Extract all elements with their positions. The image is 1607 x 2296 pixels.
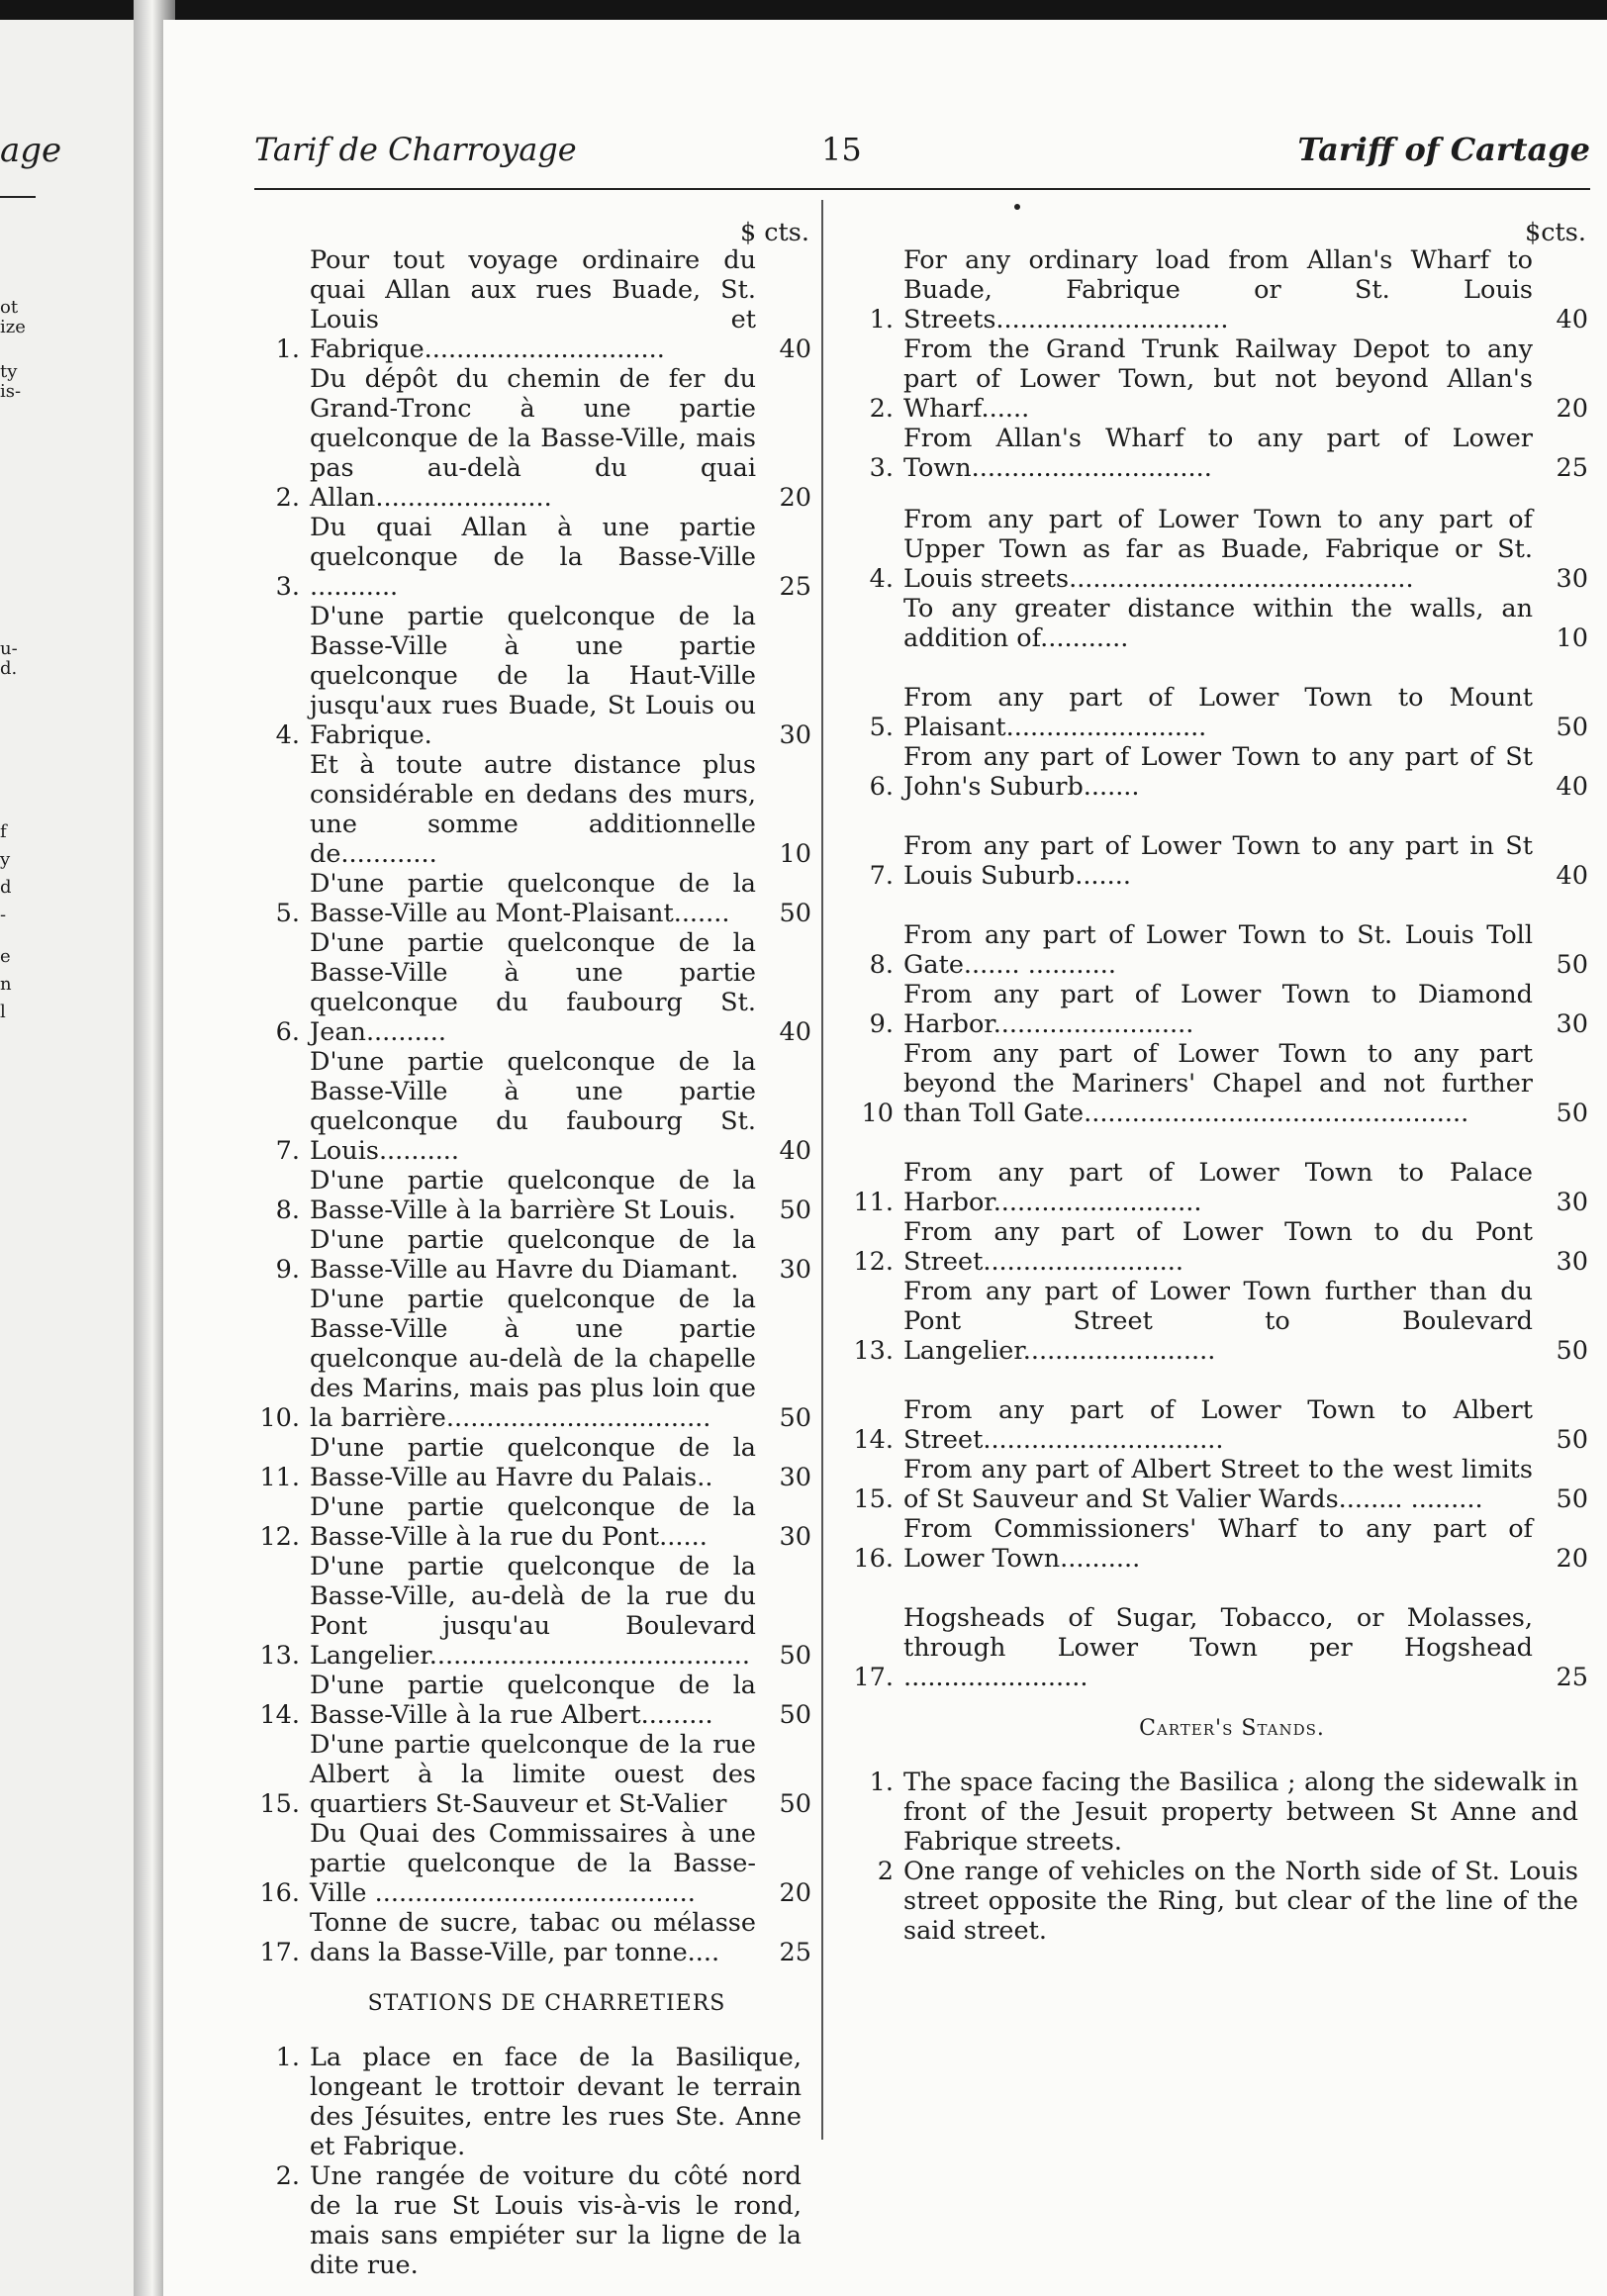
header-left-title: Tarif de Charroyage <box>254 131 577 168</box>
previous-page-header: age <box>0 131 62 170</box>
item-price: 10 <box>779 839 811 869</box>
previous-page-text-fragment: n <box>0 974 12 995</box>
item-price: 40 <box>1556 861 1588 891</box>
item-description: D'une partie quelconque de la Basse-Ville à la rue Albert......... <box>310 1671 756 1730</box>
item-price: 30 <box>1556 1188 1588 1217</box>
tariff-item <box>242 1671 811 1730</box>
item-number: 14. <box>853 1425 894 1455</box>
item-description: D'une partie quelconque de la Basse-Ville à une partie quelconque du faubourg St. Jean.......... <box>310 928 756 1047</box>
english-stands-title: Carter's Stands. <box>1139 1716 1325 1741</box>
item-number: 15. <box>853 1484 894 1514</box>
item-description: From Commissioners' Wharf to any part of Lower Town.......... <box>903 1514 1533 1574</box>
previous-page-text-fragment: d <box>0 877 12 898</box>
item-description: From Allan's Wharf to any part of Lower Town.............................. <box>903 424 1533 483</box>
tariff-item <box>242 364 811 513</box>
french-unit-header: $ cts. <box>739 218 809 247</box>
item-price: 40 <box>779 1136 811 1166</box>
english-stands-list <box>836 1768 1588 1946</box>
item-description: Du dépôt du chemin de fer du Grand-Tronc à une partie quelconque de la Basse-Ville, mais pas au-delà du quai Allan...................... <box>310 364 756 513</box>
item-description: D'une partie quelconque de la Basse-Ville, au-delà de la rue du Pont jusqu'au Boulevard Langelier........................................ <box>310 1552 756 1671</box>
item-price: 20 <box>1556 394 1588 424</box>
item-price: 40 <box>779 335 811 364</box>
item-price: 25 <box>779 572 811 602</box>
item-number: 6. <box>275 1017 300 1047</box>
item-number: 8. <box>869 950 894 980</box>
item-price: 30 <box>1556 1247 1588 1277</box>
stand-number: 2. <box>275 2161 300 2191</box>
carter-stand-item <box>242 2161 811 2280</box>
item-number: 8. <box>275 1196 300 1225</box>
item-number: 13. <box>853 1336 894 1366</box>
item-price: 50 <box>779 1403 811 1433</box>
stand-description: La place en face de la Basilique, longeant le trottoir devant le terrain des Jésuites, entre les rues Ste. Anne et Fabrique. <box>310 2043 802 2161</box>
item-price: 25 <box>1556 453 1588 483</box>
tariff-item <box>242 1166 811 1225</box>
french-stands-list <box>242 2043 811 2280</box>
item-price: 50 <box>1556 713 1588 742</box>
item-price: 50 <box>779 1789 811 1819</box>
item-number: 12. <box>259 1522 300 1552</box>
item-price: 40 <box>779 1017 811 1047</box>
stand-number: 1. <box>869 1768 894 1797</box>
item-description: D'une partie quelconque de la Basse-Ville à une partie quelconque au-delà de la chapelle des Marins, mais pas plus loin que la barrière................................. <box>310 1285 756 1433</box>
item-number: 9. <box>869 1009 894 1039</box>
header-right-title: Tariff of Cartage <box>1297 131 1590 168</box>
item-number: 16. <box>853 1544 894 1574</box>
tariff-item <box>242 1819 811 1908</box>
tariff-item <box>836 1217 1588 1277</box>
item-description: For any ordinary load from Allan's Wharf to Buade, Fabrique or St. Louis Streets............................. <box>903 245 1533 335</box>
item-number: 5. <box>275 899 300 928</box>
previous-page-text-fragment: ize <box>0 317 26 337</box>
item-description: To any greater distance within the walls, an addition of........... <box>903 594 1533 653</box>
item-description: From any part of Lower Town to any part beyond the Mariners' Chapel and not further than Toll Gate................................................ <box>903 1039 1533 1128</box>
item-price: 30 <box>779 720 811 750</box>
french-stands-title: STATIONS DE CHARRETIERS <box>367 1991 726 2016</box>
item-number: 1. <box>869 305 894 335</box>
item-description: From any part of Albert Street to the west limits of St Sauveur and St Valier Wards........ ......... <box>903 1455 1533 1514</box>
tariff-item <box>242 1492 811 1552</box>
english-column <box>836 218 1588 1946</box>
item-price: 50 <box>1556 950 1588 980</box>
stand-description: The space facing the Basilica ; along the sidewalk in front of the Jesuit property between St Anne and Fabrique streets. <box>903 1768 1578 1857</box>
header-rule <box>254 188 1590 190</box>
item-price: 30 <box>779 1522 811 1552</box>
previous-page-text-fragment: l <box>0 1002 6 1022</box>
item-description: From any part of Lower Town to any part in St Louis Suburb....... <box>903 831 1533 891</box>
item-price: 50 <box>1556 1484 1588 1514</box>
item-price: 50 <box>779 899 811 928</box>
item-number: 3. <box>869 453 894 483</box>
previous-page-text-fragment: - <box>0 905 7 925</box>
item-description: D'une partie quelconque de la Basse-Ville à la barrière St Louis. <box>310 1166 756 1225</box>
tariff-item <box>836 424 1588 483</box>
tariff-item <box>836 1158 1588 1217</box>
tariff-item <box>242 1225 811 1285</box>
item-price: 40 <box>1556 305 1588 335</box>
item-price: 50 <box>1556 1099 1588 1128</box>
item-description: D'une partie quelconque de la Basse-Ville au Havre du Palais.. <box>310 1433 756 1492</box>
item-description: D'une partie quelconque de la Basse-Ville au Mont-Plaisant....... <box>310 869 756 928</box>
tariff-item <box>836 920 1588 980</box>
tariff-item <box>836 1395 1588 1455</box>
tariff-item <box>242 1552 811 1671</box>
item-price: 20 <box>779 1878 811 1908</box>
page <box>163 20 1607 2296</box>
item-description: D'une partie quelconque de la rue Albert à la limite ouest des quartiers St-Sauveur et St-Valier <box>310 1730 756 1819</box>
tariff-item <box>836 831 1588 891</box>
item-number: 6. <box>869 772 894 802</box>
column-divider <box>821 200 823 2140</box>
item-price: 50 <box>1556 1336 1588 1366</box>
item-number: 2. <box>275 483 300 513</box>
item-price: 50 <box>779 1196 811 1225</box>
item-description: From any part of Lower Town to St. Louis Toll Gate....... ........... <box>903 920 1533 980</box>
english-unit-header: $cts. <box>1525 218 1586 247</box>
item-description: Pour tout voyage ordinaire du quai Allan aux rues Buade, St. Louis et Fabrique.............................. <box>310 245 756 364</box>
item-price: 25 <box>779 1938 811 1967</box>
item-price: 10 <box>1556 623 1588 653</box>
item-price: 30 <box>1556 1009 1588 1039</box>
printer-dot <box>1014 204 1020 210</box>
tariff-item <box>242 513 811 602</box>
item-description: D'une partie quelconque de la Basse-Ville à une partie quelconque de la Haut-Ville jusqu'aux rues Buade, St Louis ou Fabrique. <box>310 602 756 750</box>
item-description: D'une partie quelconque de la Basse-Ville à la rue du Pont...... <box>310 1492 756 1552</box>
item-number: 10 <box>861 1099 894 1128</box>
item-number: 2. <box>869 394 894 424</box>
tariff-item <box>242 928 811 1047</box>
item-number: 4. <box>869 564 894 594</box>
item-price: 50 <box>779 1700 811 1730</box>
previous-page-text-fragment: u- <box>0 638 18 659</box>
tariff-item <box>242 750 811 869</box>
stand-description: Une rangée de voiture du côté nord de la rue St Louis vis-à-vis le rond, mais sans empiéter sur la ligne de la dite rue. <box>310 2161 802 2280</box>
item-description: From any part of Lower Town to any part of Upper Town as far as Buade, Fabrique or St. Louis streets........................................... <box>903 505 1533 594</box>
previous-page-text-fragment: f <box>0 821 7 842</box>
carter-stand-item <box>836 1857 1588 1946</box>
previous-page-text-fragment: ot <box>0 297 19 318</box>
item-description: Et à toute autre distance plus considérable en dedans des murs, une somme additionnelle de............ <box>310 750 756 869</box>
tariff-item <box>242 869 811 928</box>
item-price: 50 <box>1556 1425 1588 1455</box>
item-number: 7. <box>275 1136 300 1166</box>
item-number: 16. <box>259 1878 300 1908</box>
item-number: 17. <box>259 1938 300 1967</box>
tariff-item <box>836 1039 1588 1128</box>
item-number: 15. <box>259 1789 300 1819</box>
tariff-item <box>836 980 1588 1039</box>
item-number: 9. <box>275 1255 300 1285</box>
item-description: Hogsheads of Sugar, Tobacco, or Molasses, through Lower Town per Hogshead ....................... <box>903 1603 1533 1692</box>
previous-page-text-fragment: y <box>0 849 11 870</box>
item-number: 5. <box>869 713 894 742</box>
item-description: D'une partie quelconque de la Basse-Ville au Havre du Diamant. <box>310 1225 756 1285</box>
item-description: Du Quai des Commissaires à une partie quelconque de la Basse-Ville ........................................ <box>310 1819 756 1908</box>
item-number: 14. <box>259 1700 300 1730</box>
previous-page-rule <box>0 196 36 198</box>
tariff-item <box>836 1514 1588 1574</box>
tariff-item <box>836 683 1588 742</box>
item-price: 25 <box>1556 1663 1588 1692</box>
item-price: 30 <box>779 1255 811 1285</box>
item-description: From any part of Lower Town to any part of St John's Suburb....... <box>903 742 1533 802</box>
tariff-item <box>242 1730 811 1819</box>
item-number: 13. <box>259 1641 300 1671</box>
tariff-item <box>836 742 1588 802</box>
tariff-item <box>242 1047 811 1166</box>
tariff-item <box>836 335 1588 424</box>
stand-number: 2 <box>877 1857 894 1886</box>
item-number: 4. <box>275 720 300 750</box>
item-description: From any part of Lower Town to Mount Plaisant......................... <box>903 683 1533 742</box>
item-price: 30 <box>779 1463 811 1492</box>
item-description: D'une partie quelconque de la Basse-Ville à une partie quelconque du faubourg St. Louis.......... <box>310 1047 756 1166</box>
french-tariff-list <box>242 245 811 1967</box>
item-price: 20 <box>779 483 811 513</box>
tariff-item <box>242 602 811 750</box>
tariff-item <box>242 1285 811 1433</box>
tariff-item <box>242 1433 811 1492</box>
item-description: From any part of Lower Town to Diamond Harbor......................... <box>903 980 1533 1039</box>
previous-page-text-fragment: ty <box>0 361 18 382</box>
item-description: Du quai Allan à une partie quelconque de la Basse-Ville ........... <box>310 513 756 602</box>
item-description: From any part of Lower Town further than du Pont Street to Boulevard Langelier........................ <box>903 1277 1533 1366</box>
previous-page-text-fragment: is- <box>0 381 22 402</box>
item-price: 20 <box>1556 1544 1588 1574</box>
item-number: 11. <box>853 1188 894 1217</box>
tariff-item <box>242 1908 811 1967</box>
item-description: From the Grand Trunk Railway Depot to any part of Lower Town, but not beyond Allan's Wharf...... <box>903 335 1533 424</box>
item-description: From any part of Lower Town to du Pont Street......................... <box>903 1217 1533 1277</box>
item-description: Tonne de sucre, tabac ou mélasse dans la Basse-Ville, par tonne.... <box>310 1908 756 1967</box>
item-number: 12. <box>853 1247 894 1277</box>
tariff-item <box>836 594 1588 653</box>
item-number: 1. <box>275 335 300 364</box>
tariff-item <box>836 505 1588 594</box>
item-price: 30 <box>1556 564 1588 594</box>
item-description: From any part of Lower Town to Albert Street.............................. <box>903 1395 1533 1455</box>
french-column <box>242 218 811 2280</box>
tariff-item <box>836 1455 1588 1514</box>
tariff-item <box>836 245 1588 335</box>
item-number: 17. <box>853 1663 894 1692</box>
item-number: 11. <box>259 1463 300 1492</box>
english-tariff-list <box>836 245 1588 1692</box>
item-price: 50 <box>779 1641 811 1671</box>
previous-page-edge <box>0 20 148 2296</box>
item-description: From any part of Lower Town to Palace Harbor.......................... <box>903 1158 1533 1217</box>
stand-number: 1. <box>275 2043 300 2072</box>
carter-stand-item <box>836 1768 1588 1857</box>
stand-description: One range of vehicles on the North side of St. Louis street opposite the Ring, but clear of the line of the said street. <box>903 1857 1578 1946</box>
previous-page-text-fragment: d. <box>0 658 18 679</box>
item-price: 40 <box>1556 772 1588 802</box>
tariff-item <box>242 245 811 364</box>
page-number: 15 <box>821 131 862 168</box>
tariff-item <box>836 1277 1588 1366</box>
carter-stand-item <box>242 2043 811 2161</box>
item-number: 3. <box>275 572 300 602</box>
item-number: 10. <box>259 1403 300 1433</box>
previous-page-text-fragment: e <box>0 946 11 967</box>
item-number: 7. <box>869 861 894 891</box>
tariff-item <box>836 1603 1588 1692</box>
